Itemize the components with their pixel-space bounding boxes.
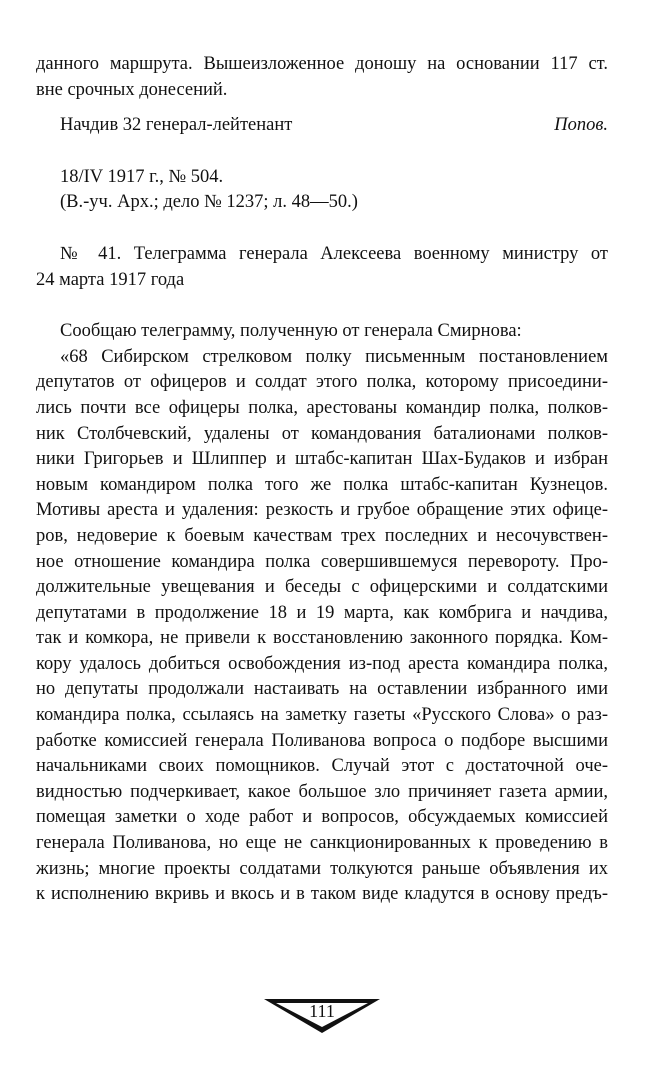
document-heading: [36, 242, 608, 293]
date-number: 18/IV 1917 г., № 504.: [60, 166, 224, 187]
body-line: начальниками своих помощников. Случай этот с достаточной оче-: [36, 756, 608, 777]
body-line: к исполнению вкривь и вкось и в таком виде кладутся в основу предъ-: [36, 884, 608, 905]
page-footer: [262, 996, 382, 1036]
body-line: помещая заметки о ходе работ и вопросов, обсуждаемых комиссией: [36, 807, 608, 828]
body-line: лись почти все офицеры полка, арестованы командир полка, полков-: [36, 397, 608, 418]
archive-reference: (В.-уч. Арх.; дело № 1237; л. 48—50.): [60, 192, 358, 213]
body-line: ник Столбчевский, удалены от командования баталионами полков-: [36, 423, 608, 444]
body-line: но депутаты продолжали настаивать на оставлении избранного ими: [36, 679, 608, 700]
page-content: [36, 52, 608, 908]
body-line: депутатами в продолжение 18 и 19 марта, как комбрига и начдива,: [36, 602, 608, 623]
body-intro: Сообщаю телеграмму, полученную от генерала Смирнова:: [60, 321, 522, 342]
body-line: Мотивы ареста и удаления: резкость и грубое обращение этих офице-: [36, 500, 608, 521]
body-line: должительные увещевания и беседы с офицерскими и солдатскими: [36, 577, 608, 598]
body-line: командира полка, ссылаясь на заметку газеты «Русского Слова» о раз-: [36, 705, 608, 726]
body-line: новым командиром полка того же полка штабс-капитан Кузнецов.: [36, 474, 608, 495]
document-body: [36, 319, 608, 908]
body-line: депутатов от офицеров и солдат этого полка, которому присоедини-: [36, 372, 608, 393]
body-line: видностью подчеркивает, какое большое зло причиняет газета армии,: [36, 781, 608, 802]
body-line: кору удалось добиться освобождения из-под ареста командира полка,: [36, 653, 608, 674]
signature-line: [36, 113, 608, 139]
body-line: ров, недоверие к боевым качествам трех последних и несочувствен-: [36, 525, 608, 546]
text-line: вне срочных донесений.: [36, 79, 228, 100]
body-line: «68 Сибирском стрелковом полку письменным постановлением: [60, 346, 608, 367]
body-line: ники Григорьев и Шлиппер и штабс-капитан Шах-Будаков и избран: [36, 449, 608, 470]
heading-line: № 41. Телеграмма генерала Алексеева военному министру от: [60, 243, 608, 264]
signature-title: Начдив 32 генерал-лейтенант: [60, 115, 293, 136]
body-line: жизнь; многие проекты солдатами толкуются раньше объявления их: [36, 858, 608, 879]
page-number: 111: [309, 1001, 335, 1021]
heading-line: 24 марта 1917 года: [36, 269, 185, 290]
text-line: данного маршрута. Вышеизложенное доношу на основании 117 ст.: [36, 54, 608, 74]
document-meta: [36, 165, 608, 216]
body-line: ное отношение командира полка совершившемуся перевороту. Про-: [36, 551, 608, 572]
signature-name: Попов.: [554, 115, 608, 136]
continuation-paragraph: [36, 52, 608, 103]
body-line: так и комкора, не привели к восстановлению законного порядка. Ком-: [36, 628, 608, 649]
body-line: генерала Поливанова, но еще не санкционированных к проведению в: [36, 833, 608, 854]
body-line: работке комиссией генерала Поливанова вопроса о подборе высшими: [36, 730, 608, 751]
